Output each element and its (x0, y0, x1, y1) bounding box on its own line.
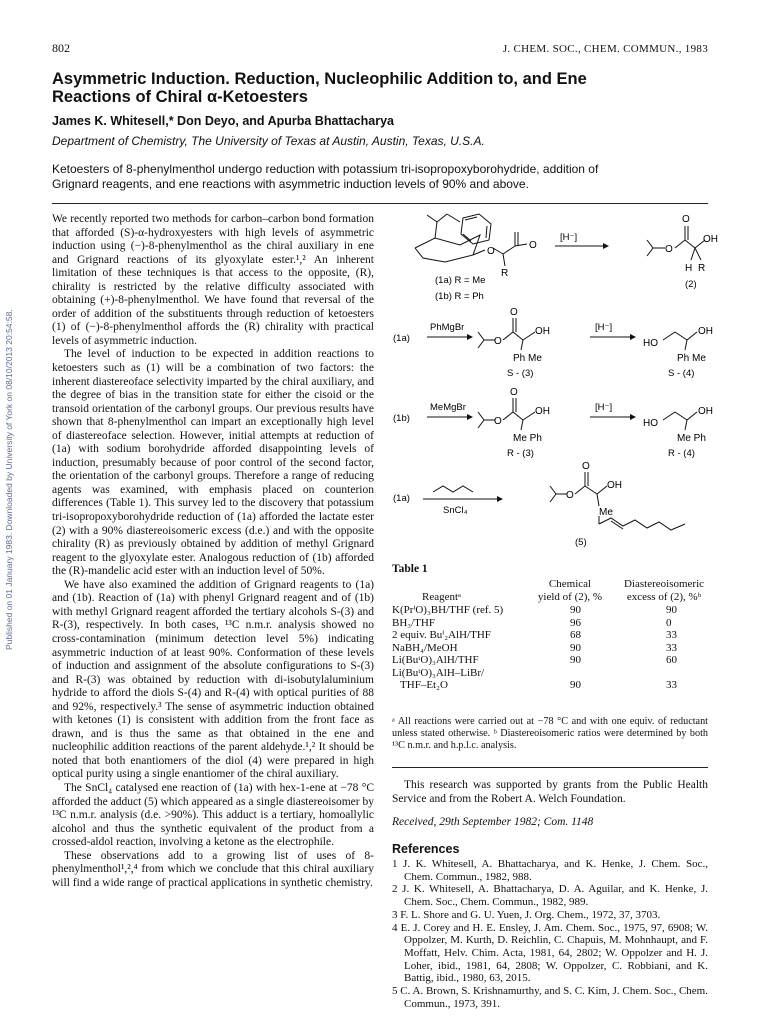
reference-item: 2 J. K. Whitesell, A. Bhattacharya, D. A. Aguilar, and K. Henke, J. Chem. Soc., Chem. Commun., 1982, 989. (392, 883, 708, 909)
atom-h: H (685, 263, 693, 274)
atom-oh: OH (703, 234, 718, 245)
table-footnote: ᵃ All reactions were carried out at −78 °C and with one equiv. of reductant unless stated otherwise. ᵇ Diastereoisomeric ratios were determined by both ¹³C n.m.r. and h.p.l.c. analysis. (392, 716, 708, 751)
table-cell-de: 60 (666, 654, 677, 666)
reaction-scheme (385, 210, 720, 550)
table-body (392, 604, 708, 692)
references-list (392, 858, 708, 1010)
atom-oh: OH (607, 480, 622, 491)
table-cell-reagent: Li(BuᵗO)₃AlH–LiBr/ (392, 666, 485, 679)
table-cell-reagent: BH₃/THF (392, 616, 435, 629)
row3-substituents: Me Ph (513, 433, 542, 444)
table-row (392, 667, 708, 680)
arrow-head (603, 243, 609, 249)
authors: James K. Whitesell,* Don Deyo, and Apurba Bhattacharya (52, 114, 394, 128)
table-cell-reagent: THF–Et₂O (392, 679, 448, 691)
table-row (392, 679, 708, 692)
table-cell-de: 0 (666, 616, 672, 629)
reference-item: 3 F. L. Shore and G. U. Yuen, J. Org. Chem., 1972, 37, 3703. (392, 908, 661, 921)
col-header-yield (520, 578, 620, 603)
journal-header: J. CHEM. SOC., CHEM. COMMUN., 1983 (502, 43, 708, 55)
title-line-2: Reactions of Chiral α-Ketoesters (52, 88, 308, 106)
diol-s4-structure (663, 332, 697, 350)
hexene-structure (433, 486, 473, 492)
label-r4: R - (4) (668, 448, 695, 459)
atom-o: O (529, 240, 537, 251)
col-header-reagent: Reagentᵃ (422, 591, 462, 603)
body-paragraph: We recently reported two methods for carbon–carbon bond formation that afforded (S)-α-hydroxyesters with high levels of asymmetric induction using (−)-8-phenylmenthol as the chiral auxiliary in ene and Grignard reactions of its glyoxylate ester.¹,² An inherent limitation of these techniques is that access to the opposite, (R), chirality is restricted by the relative difficulty associated with obtaining (+)-8-phenylmenthol. We have found that reversal of the order of addition of the substituents through reduction of ketoesters (1) of (−)-8-phenylmenthol affords the (R) chirality with practical levels of asymmetric induction. (52, 213, 374, 347)
table-cell-reagent: 2 equiv. Buⁱ₂AlH/THF (392, 629, 491, 641)
row3-substituents: Me Ph (677, 433, 706, 444)
reference-item: 1 J. K. Whitesell, A. Bhattacharya, and K. Henke, J. Chem. Soc., Chem. Commun., 1982, 988. (392, 858, 708, 883)
table-cell-de: 33 (666, 641, 677, 654)
table-row (392, 604, 708, 617)
diol-r4-structure (663, 412, 697, 430)
reference-item: 4 E. J. Corey and H. E. Ensley, J. Am. Chem. Soc., 1975, 97, 6908; W. Oppolzer, M. Kurth, D. Reichlin, C. Chapuis, M. Mohnhaupt, and F. Moffatt, Helv. Chim. Acta, 1981, 64, 2802; W. Oppolzer and H. J. Loher, ibid., 1981, 64, 2808; W. Oppolzer, C. Robbiani, and K. Battig, ibid., 1980, 63, 2015. (392, 921, 708, 985)
tertiary-alcohol-r3-structure (478, 398, 535, 430)
label-5: (5) (575, 537, 587, 548)
table-row (392, 617, 708, 630)
row4-start-label: (1a) (393, 493, 410, 504)
atom-o: O (494, 336, 502, 347)
table-row (392, 654, 708, 667)
atom-oh: OH (535, 406, 550, 417)
table-cell-yield: 90 (570, 604, 581, 616)
row2-substituents: Ph Me (513, 353, 542, 364)
atom-ho: HO (643, 418, 658, 429)
col-header-yield-line2: yield of (2), % (537, 590, 603, 603)
label-1a: (1a) R = Me (435, 275, 486, 286)
table-cell-de: 33 (666, 679, 677, 691)
atom-o: O (582, 461, 590, 472)
col-header-de-line2: excess of (2), %ᵇ (626, 590, 702, 603)
table-cell-yield: 90 (570, 679, 581, 691)
body-paragraph: The level of induction to be expected in addition reactions to ketoesters such as (1) will be a combination of two factors: the inherent diastereoface selectivity imparted by the chiral auxiliary, and the degree of bias in the transition state for either the cisoid or the transoid orientation of the carbonyl groups. Our previous results have shown that 8-phenylmenthol can impart an exceptionally high level of diastereoface selection. However, initial attempts at reduction of (1a) with sodium borohydride afforded disappointing levels of induction, presumably because of poor control of the second factor, the orientation of the carbonyl groups. Therefore a range of reducing agents was examined, with emphasis placed on counterion differences (Table 1). This survey led to the discovery that potassium tri-isopropoxyborohydride reduction of (1a) afforded the lactate ester (2) with a 90% diastereoisomeric excess (d.e.) and with the opposite chirality (R) as previously obtained by addition of methyl Grignard reagent to the glyoxylate ester. Analogous reduction of (1b) afforded the (R)-mandelic acid ester with an induction level of 50%. (52, 348, 374, 578)
atom-o: O (665, 244, 673, 255)
row3-reagent: MeMgBr (430, 402, 466, 413)
row4-reagent: SnCl₄ (443, 505, 468, 516)
hydride-reagent: [H⁻] (595, 402, 613, 413)
table-cell-de: 90 (666, 604, 677, 616)
table-cell-yield: 90 (570, 654, 581, 666)
arrow-head (497, 496, 503, 502)
col-header-de (614, 578, 714, 603)
atom-oh: OH (535, 326, 550, 337)
download-watermark: Published on 01 January 1983. Downloaded by University of York on 08/10/2013 20:54:58. (4, 309, 14, 650)
body-paragraph: We have also examined the addition of Grignard reagents to (1a) and (1b). Reaction of (1a) with phenyl Grignard reagent and of (1b) with methyl Grignard reagent afforded the tertiary alcohols S-(3) and R-(3), respectively. In both cases, ¹³C n.m.r. analysis showed no cross-contamination (minimum detection level 5%) indicating asymmetric induction of at least 90%. Conformation of these levels of induction and assignment of the absolute configurations to S-(3) and R-(3) was obtained by reduction with di-isobutylaluminium hydride to afford the diols S-(4) and R-(4) with optical purities of 88 and 92%, respectively.³ The sense of asymmetric induction obtained with ketones (1) is consistent with addition from the front face as drawn, and is thus the same as that obtained in the ene and nucleophilic addition reactions of the parent aldehyde.¹,² It should be noted that both enantiomers of the diol (4) were prepared in high optical purity using a single enantiomer of the chiral auxiliary. (52, 578, 374, 781)
arrow-head (467, 414, 473, 420)
acknowledgement: This research was supported by grants from the Public Health Service and from the Robert A. Welch Foundation. (392, 779, 708, 805)
hydride-reagent: [H⁻] (560, 232, 578, 243)
table-cell-reagent: NaBH₄/MeOH (392, 641, 458, 654)
arrow-head (630, 414, 636, 420)
table-cell-yield: 96 (570, 616, 581, 629)
atom-ho: HO (643, 338, 658, 349)
title-line-1: Asymmetric Induction. Reduction, Nucleophilic Addition to, and Ene (52, 70, 587, 88)
abstract-divider (52, 203, 708, 204)
table-row (392, 629, 708, 642)
abstract (52, 162, 732, 192)
table-title: Table 1 (392, 563, 428, 575)
row2-start-label: (1a) (393, 333, 410, 344)
table-cell-reagent: K(PrⁱO)₃BH/THF (ref. 5) (392, 604, 504, 616)
atom-me: Me (599, 507, 613, 518)
tertiary-alcohol-s3-structure (478, 318, 535, 350)
table-cell-yield: 90 (570, 641, 581, 654)
row3-start-label: (1b) (393, 413, 410, 424)
abstract-line-2: Grignard reagents, and ene reactions with asymmetric induction levels of 90% and above. (52, 177, 529, 191)
atom-o: O (487, 246, 495, 257)
arrow-head (630, 334, 636, 340)
label-r3: R - (3) (507, 448, 534, 459)
label-s3: S - (3) (507, 368, 534, 379)
reduction-table (392, 578, 708, 692)
col-header-yield-line1: Chemical (548, 578, 592, 590)
hydride-reagent: [H⁻] (595, 322, 613, 333)
table-cell-de: 33 (666, 629, 677, 641)
label-1b: (1b) R = Ph (435, 291, 484, 302)
table-cell-reagent: Li(BuᵗO)₃AlH/THF (392, 654, 479, 666)
row2-substituents: Ph Me (677, 353, 706, 364)
page-number: 802 (52, 41, 70, 55)
table-header (392, 578, 708, 604)
atom-o: O (494, 416, 502, 427)
affiliation: Department of Chemistry, The University of Texas at Austin, Austin, Texas, U.S.A. (52, 134, 485, 148)
atom-o: O (510, 307, 518, 318)
menthyl-ketoester-structure (415, 214, 527, 266)
label-2: (2) (685, 279, 697, 290)
atom-oh: OH (698, 406, 713, 417)
col-header-de-line1: Diastereoisomeric (623, 578, 705, 590)
arrow-head (467, 334, 473, 340)
received-date: Received, 29th September 1982; Com. 1148 (392, 816, 594, 828)
table-cell-yield: 68 (570, 629, 581, 641)
body-paragraph: The SnCl₄ catalysed ene reaction of (1a) with hex-1-ene at −78 °C afforded the adduct (5) which appeared as a single diastereoisomer by ¹³C n.m.r. analysis (d.e. >90%). This adduct is a tertiary, homoallylic alcohol and thus the synthetic equivalent of the product from a crossed-aldol reaction, involving a ketone as the electrophile. (52, 781, 374, 849)
atom-o: O (510, 387, 518, 398)
section-divider (392, 767, 708, 768)
lactate-ester-structure (647, 226, 705, 260)
table-row (392, 642, 708, 655)
label-s4: S - (4) (668, 368, 695, 379)
reference-item: 5 C. A. Brown, S. Krishnamurthy, and S. C. Kim, J. Chem. Soc., Chem. Commun., 1973, 391. (392, 985, 708, 1010)
atom-r: R (698, 263, 706, 274)
article-title (52, 70, 732, 106)
atom-r: R (501, 268, 509, 279)
atom-oh: OH (698, 326, 713, 337)
body-text (52, 213, 374, 890)
atom-o: O (682, 214, 690, 225)
abstract-line-1: Ketoesters of 8-phenylmenthol undergo reduction with potassium tri-isopropoxyborohydride, addition of (52, 162, 599, 176)
atom-o: O (566, 490, 574, 501)
references-heading: References (392, 842, 460, 856)
row2-reagent: PhMgBr (430, 322, 465, 333)
body-paragraph: These observations add to a growing list of uses of 8-phenylmenthol¹,²,⁴ from which we conclude that this chiral auxiliary will find a wide range of practical applications in synthetic chemistry. (52, 849, 374, 889)
